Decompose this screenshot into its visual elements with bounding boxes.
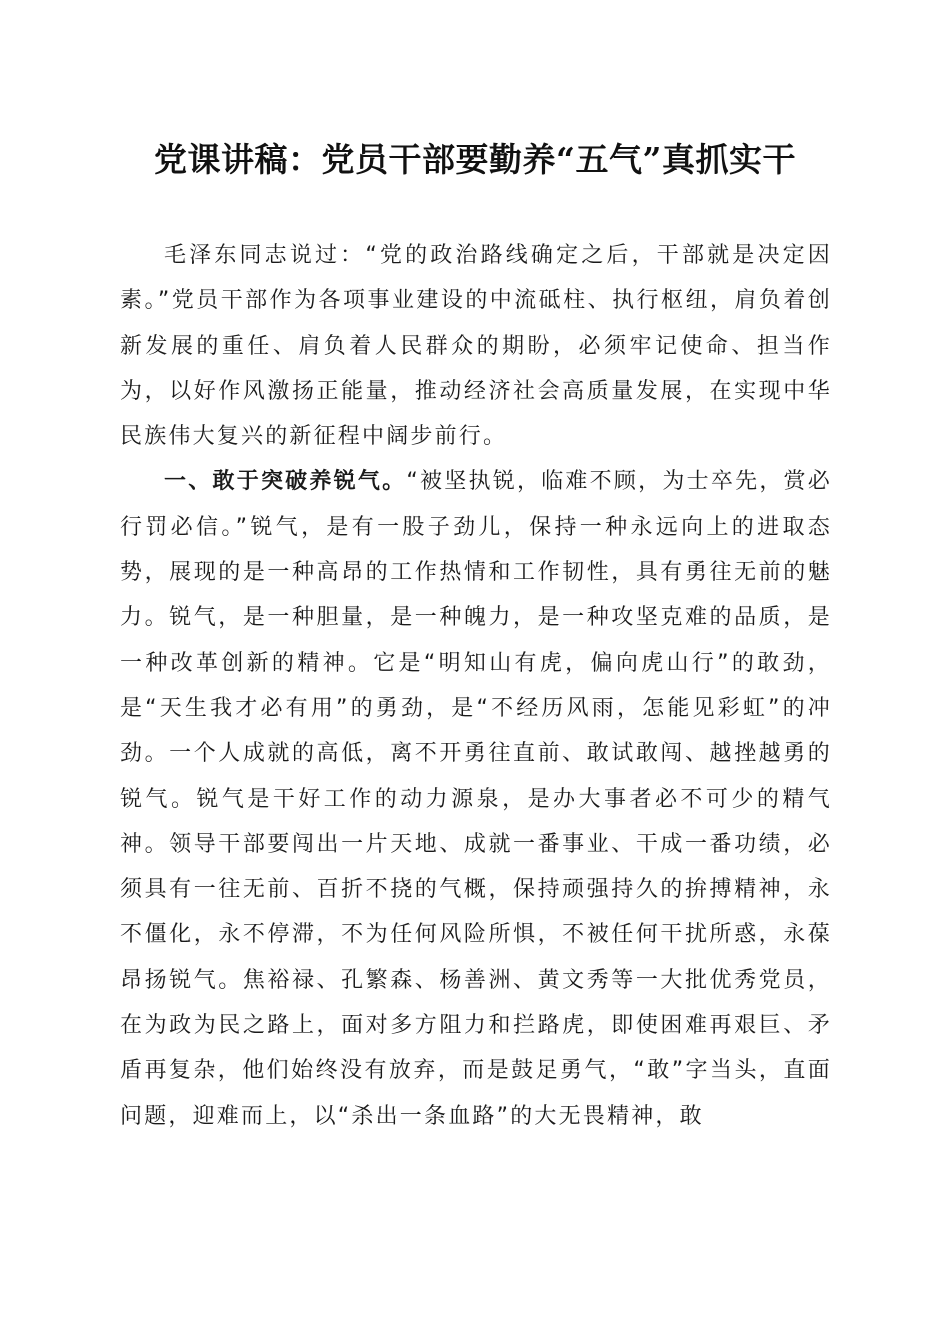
document-body <box>120 233 832 1139</box>
paragraph-intro <box>120 233 832 459</box>
paragraph-text: 毛泽东同志说过：“党的政治路线确定之后，干部就是决定因素。”党员干部作为各项事业建设的中流砥柱、执行枢纽，肩负着创新发展的重任、肩负着人民群众的期盼，必须牢记使命、担当作为，以好作风激扬正能量，推动经济社会高质量发展，在实现中华民族伟大复兴的新征程中阔步前行。 <box>120 243 832 450</box>
document-title: 党课讲稿：党员干部要勤养“五气”真抓实干 <box>154 140 796 179</box>
paragraph-section-1 <box>120 459 832 1138</box>
paragraph-text: “被坚执锐，临难不顾，为士卒先，赏必行罚必信。”锐气，是有一股子劲儿，保持一种永远向上的进取态势，展现的是一种高昂的工作热情和工作韧性，具有勇往无前的魅力。锐气，是一种胆量，是一种魄力，是一种攻坚克难的品质，是一种改革创新的精神。它是“明知山有虎，偏向虎山行”的敢劲，是“天生我才必有用”的勇劲，是“不经历风雨，怎能见彩虹”的冲劲。一个人成就的高低，离不开勇往直前、敢试敢闯、越挫越勇的锐气。锐气是干好工作的动力源泉，是办大事者必不可少的精气神。领导干部要闯出一片天地、成就一番事业、干成一番功绩，必须具有一往无前、百折不挠的气概，保持顽强持久的拚搏精神，永不僵化，永不停滞，不为任何风险所惧，不被任何干扰所惑，永葆昂扬锐气。焦裕禄、孔繁森、杨善洲、黄文秀等一大批优秀党员，在为政为民之路上，面对多方阻力和拦路虎，即使困难再艰巨、矛盾再复杂，他们始终没有放弃，而是鼓足勇气，“敢”字当头，直面问题，迎难而上，以“杀出一条血路”的大无畏精神，敢 <box>120 469 832 1129</box>
section-heading: 一、敢于突破养锐气。 <box>164 469 407 495</box>
